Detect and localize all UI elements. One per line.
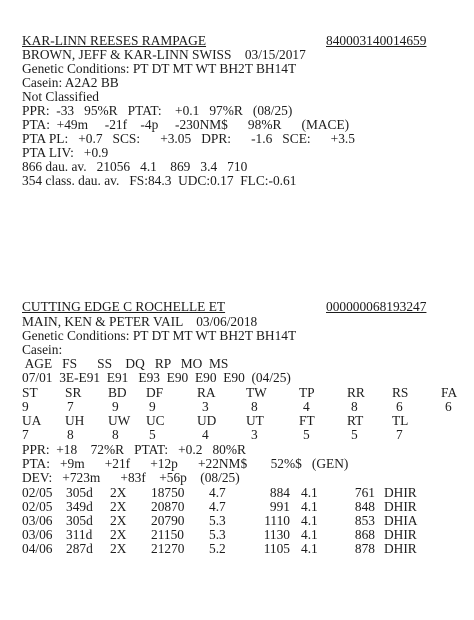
lactation-cell: 1130 (263, 527, 290, 542)
lactation-cell: 878 (354, 541, 375, 556)
lactation-cell: 4.1 (301, 485, 318, 500)
registration-id: 840003140014659 (326, 33, 427, 48)
trait-value: 5 (303, 427, 310, 442)
lactation-cell: 02/05 (22, 485, 53, 500)
lactation-cell: DHIR (384, 541, 417, 556)
trait-value: 6 (445, 399, 452, 414)
daughter-average-line: 866 dau. av. 21056 4.1 869 3.4 710 (22, 159, 248, 174)
classification-line: Not Classified (22, 89, 99, 104)
trait-value: 3 (202, 399, 209, 414)
genetic-conditions-line: Genetic Conditions: PT DT MT WT BH2T BH14T (22, 61, 297, 76)
trait-value: 5 (149, 427, 156, 442)
trait-value: 5 (351, 427, 358, 442)
lactation-cell: 20790 (151, 513, 185, 528)
lactation-cell: DHIR (384, 527, 417, 542)
ppr-line: PPR: -33 95%R PTAT: +0.1 97%R (08/25) (22, 103, 293, 118)
trait-header: ST (22, 385, 38, 400)
lactation-cell: 4.1 (301, 513, 318, 528)
lactation-cell: 305d (66, 513, 93, 528)
trait-value: 6 (396, 399, 403, 414)
lactation-cell: DHIA (384, 513, 418, 528)
lactation-cell: 868 (354, 527, 375, 542)
casein-line: Casein: A2A2 BB (22, 75, 119, 90)
lactation-cell: 03/06 (22, 513, 53, 528)
class-daughter-average-line: 354 class. dau. av. FS:84.3 UDC:0.17 FLC:-0.61 (22, 173, 297, 188)
lactation-cell: 4.1 (301, 499, 318, 514)
lactation-cell: 21270 (151, 541, 185, 556)
trait-header: TW (246, 385, 267, 400)
pta-pl-line: PTA PL: +0.7 SCS: +3.05 DPR: -1.6 SCE: +3.5 (22, 131, 355, 146)
lactation-cell: 03/06 (22, 527, 53, 542)
lactation-cell: 21150 (151, 527, 184, 542)
trait-header: UC (146, 413, 165, 428)
lactation-cell: 2X (110, 541, 127, 556)
lactation-cell: 2X (110, 485, 127, 500)
trait-value: 8 (67, 427, 74, 442)
lactation-cell: 848 (354, 499, 375, 514)
classification-score-line: 07/01 3E-E91 E91 E93 E90 E90 E90 (04/25) (22, 370, 291, 385)
trait-header: UH (65, 413, 85, 428)
trait-header: TL (392, 413, 409, 428)
lactation-cell: 4.7 (209, 499, 226, 514)
lactation-cell: 853 (354, 513, 375, 528)
lactation-cell: 991 (269, 499, 290, 514)
lactation-cell: 311d (66, 527, 93, 542)
trait-value: 9 (112, 399, 119, 414)
trait-header: SR (65, 385, 82, 400)
lactation-cell: 2X (110, 499, 127, 514)
trait-header: UW (108, 413, 131, 428)
trait-value: 7 (22, 427, 29, 442)
casein-line: Casein: (22, 342, 63, 357)
lactation-cell: 5.3 (209, 527, 226, 542)
ppr-line: PPR: +18 72%R PTAT: +0.2 80%R (22, 442, 246, 457)
pta-line: PTA: +49m -21f -4p -230NM$ 98%R (MACE) (22, 117, 350, 132)
lactation-cell: 349d (66, 499, 93, 514)
trait-value: 3 (251, 427, 258, 442)
lactation-cell: 1105 (263, 541, 290, 556)
lactation-cell: 2X (110, 527, 127, 542)
lactation-cell: 305d (66, 485, 93, 500)
trait-value: 9 (149, 399, 156, 414)
animal-name: KAR-LINN REESES RAMPAGE (22, 33, 207, 48)
registration-id: 000000068193247 (326, 299, 427, 314)
trait-header: RS (392, 385, 409, 400)
owner-line: BROWN, JEFF & KAR-LINN SWISS 03/15/2017 (22, 47, 306, 62)
trait-value: 8 (112, 427, 119, 442)
lactation-cell: 04/06 (22, 541, 53, 556)
animal-name: CUTTING EDGE C ROCHELLE ET (22, 299, 226, 314)
trait-value: 7 (396, 427, 403, 442)
lactation-cell: 4.7 (209, 485, 226, 500)
lactation-cell: 5.2 (209, 541, 226, 556)
lactation-cell: 5.3 (209, 513, 226, 528)
trait-header: BD (108, 385, 127, 400)
trait-value: 4 (202, 427, 209, 442)
lactation-cell: 2X (110, 513, 127, 528)
trait-header: UT (246, 413, 264, 428)
genetic-conditions-line: Genetic Conditions: PT DT MT WT BH2T BH14T (22, 328, 297, 343)
lactation-cell: DHIR (384, 485, 417, 500)
pta-line: PTA: +9m +21f +12p +22NM$ 52%$ (GEN) (22, 456, 349, 471)
trait-header: TP (299, 385, 315, 400)
trait-header: RR (347, 385, 365, 400)
trait-header: UD (197, 413, 217, 428)
lactation-cell: 1110 (264, 513, 290, 528)
trait-header: DF (146, 385, 164, 400)
trait-header: FA (441, 385, 458, 400)
lactation-cell: 20870 (151, 499, 185, 514)
classification-header-line: AGE FS SS DQ RP MO MS (22, 356, 229, 371)
lactation-cell: 18750 (151, 485, 185, 500)
lactation-cell: 287d (66, 541, 93, 556)
trait-value: 7 (67, 399, 74, 414)
pta-liv-line: PTA LIV: +0.9 (22, 145, 109, 160)
lactation-cell: 4.1 (301, 527, 318, 542)
trait-value: 8 (251, 399, 258, 414)
trait-header: UA (22, 413, 42, 428)
trait-value: 8 (351, 399, 358, 414)
trait-header: RA (197, 385, 216, 400)
owner-line: MAIN, KEN & PETER VAIL 03/06/2018 (22, 314, 258, 329)
trait-header: RT (347, 413, 364, 428)
lactation-cell: DHIR (384, 499, 417, 514)
lactation-cell: 02/05 (22, 499, 53, 514)
trait-header: FT (299, 413, 315, 428)
lactation-cell: 761 (354, 485, 375, 500)
dev-line: DEV: +723m +83f +56p (08/25) (22, 470, 240, 485)
trait-value: 4 (303, 399, 310, 414)
lactation-cell: 4.1 (301, 541, 318, 556)
trait-value: 9 (22, 399, 29, 414)
lactation-cell: 884 (269, 485, 290, 500)
